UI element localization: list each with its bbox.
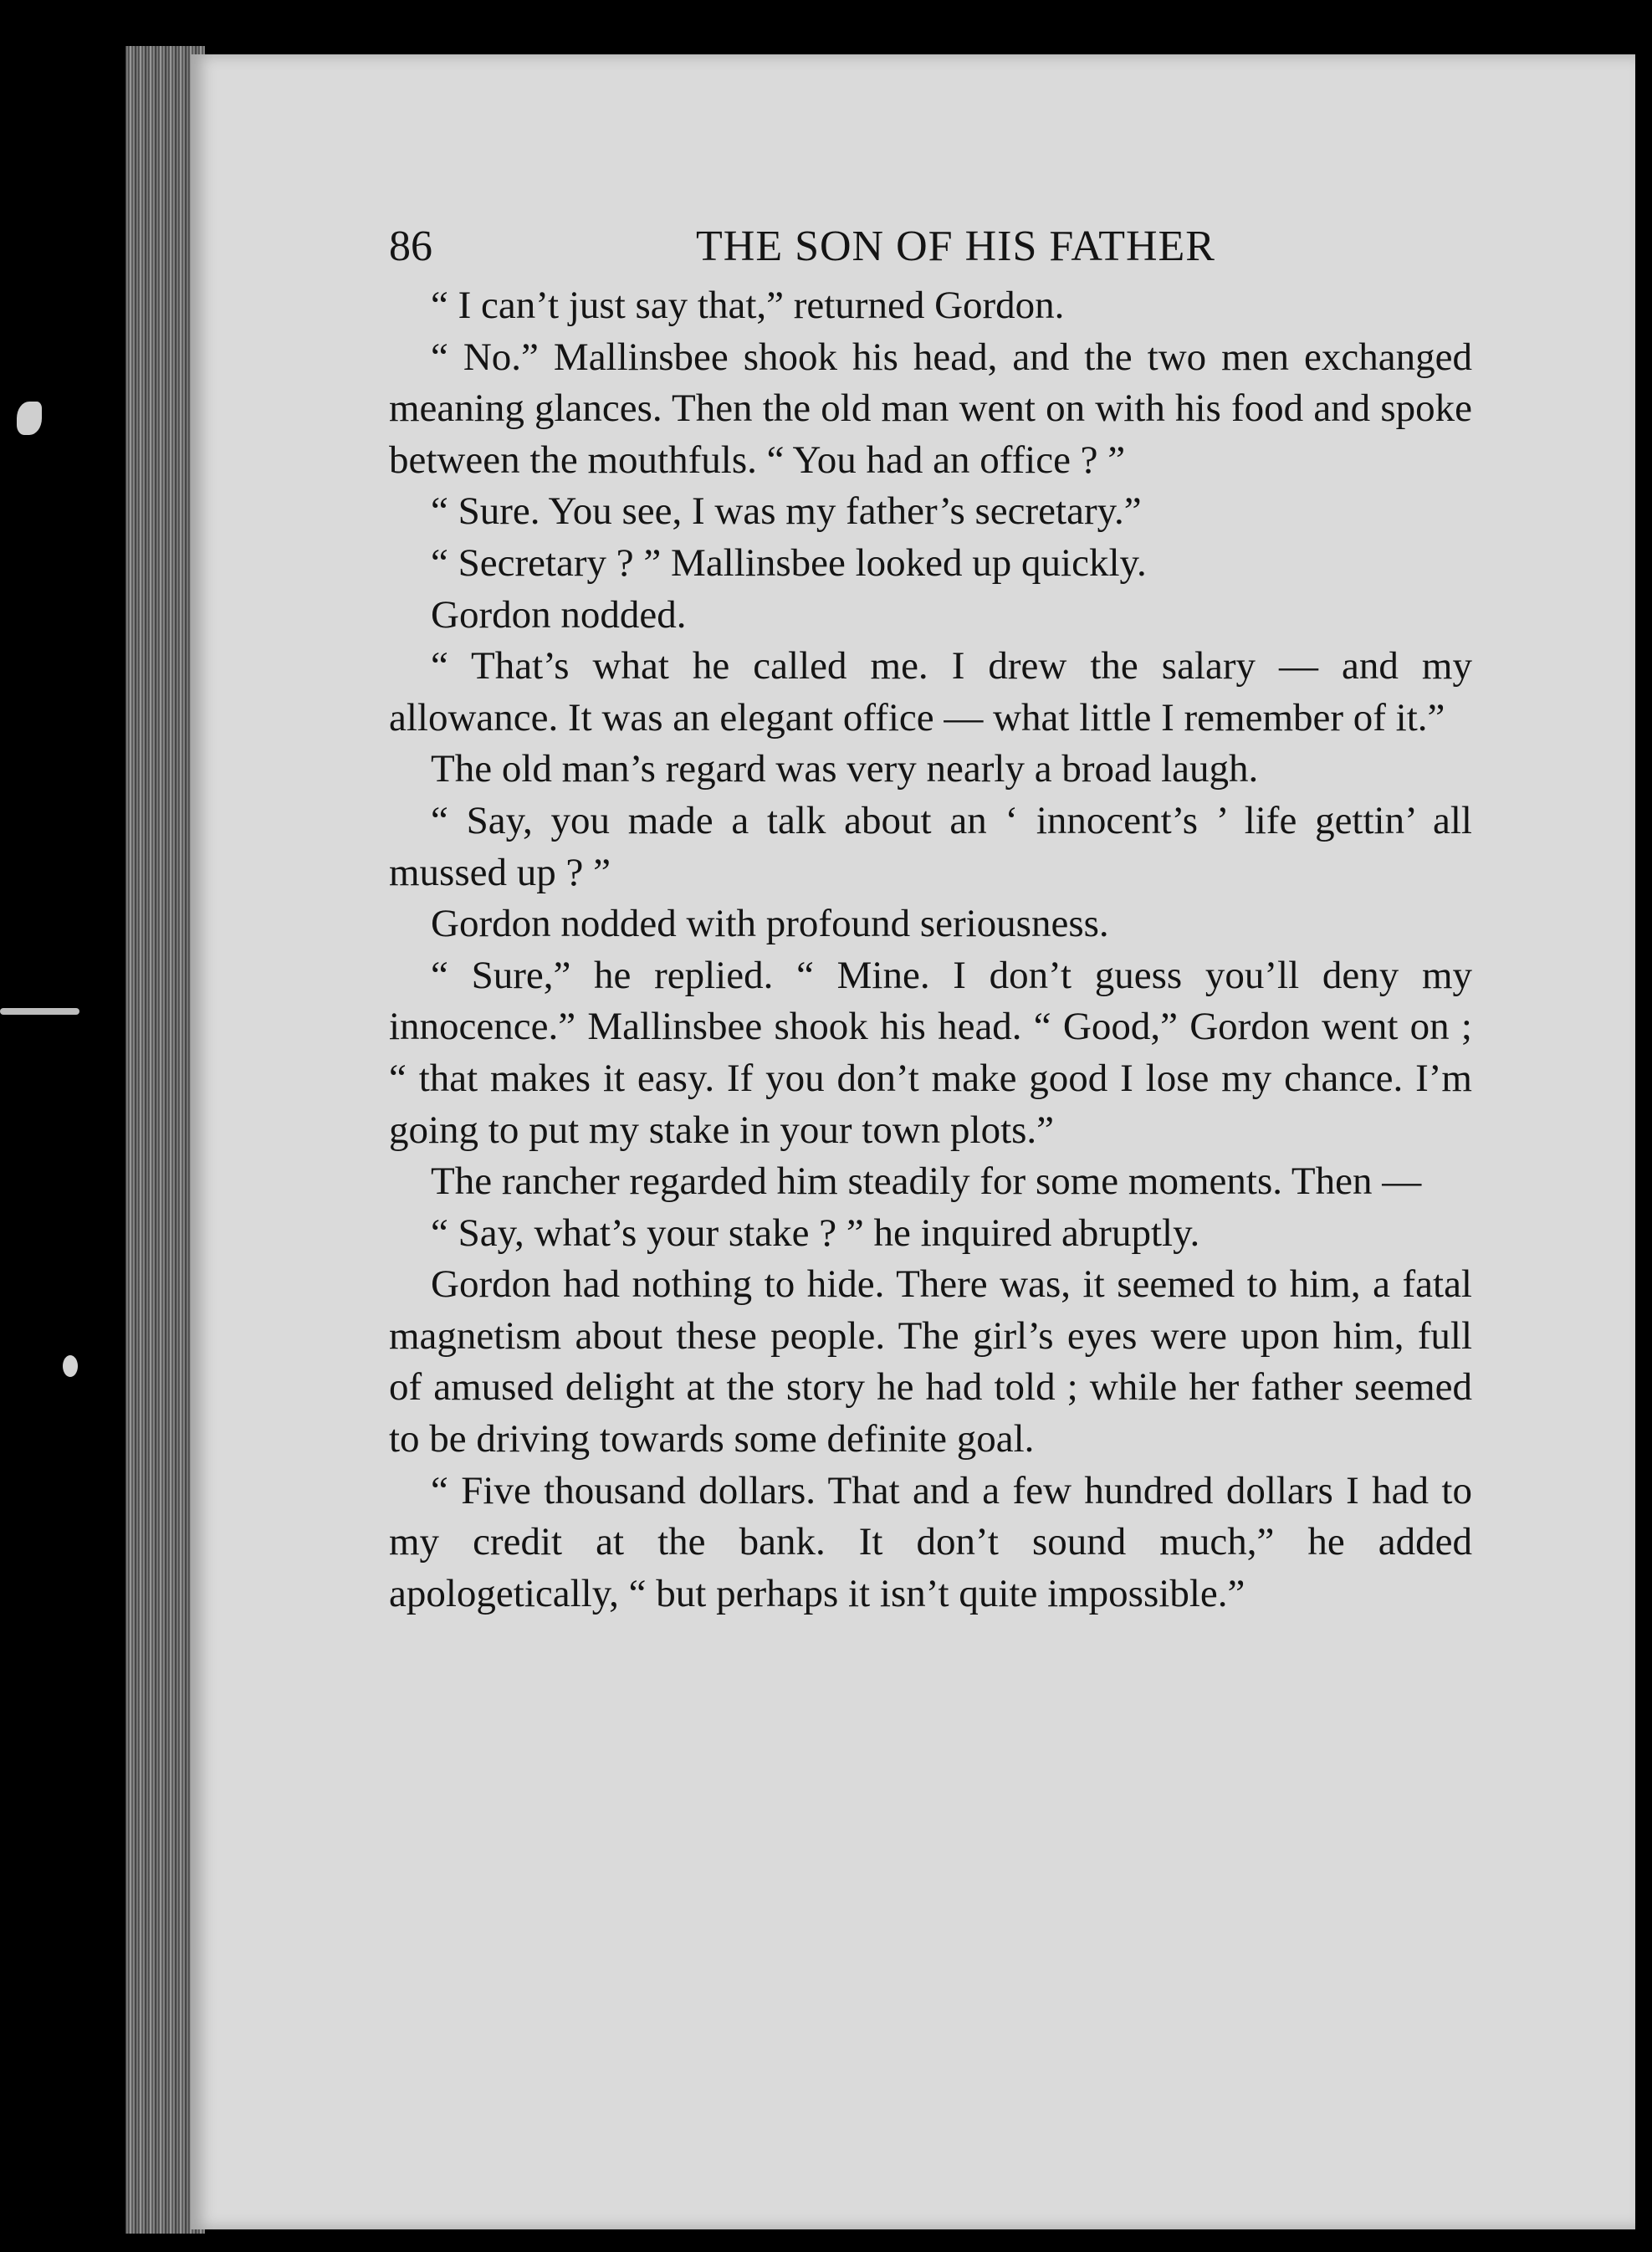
- paragraph: “ Secretary ? ” Mallinsbee looked up quickly.: [431, 540, 1147, 585]
- paragraph: “ Say, you made a talk about an ‘ innocent’s ’ life gettin’ all mussed up ? ”: [389, 798, 1472, 894]
- paragraph: Gordon nodded.: [431, 592, 687, 637]
- running-title: THE SON OF HIS FATHER: [696, 223, 1215, 270]
- paragraph: The old man’s regard was very nearly a broad laugh.: [431, 747, 1259, 791]
- paragraph: “ Sure,” he replied. “ Mine. I don’t guess you’ll deny my innocence.” Mallinsbee shook his head. “ Good,” Gordon went on ; “ that makes it easy. If you don’t make good I lose my chance. I’m going to put my stake in your town plots.”: [389, 953, 1472, 1152]
- paragraph: “ That’s what he called me. I drew the salary — and my allowance. It was an elegant office — what little I remember of it.”: [389, 644, 1472, 740]
- page-text-block: [389, 213, 1472, 1620]
- paragraph: Gordon nodded with profound seriousness.: [431, 902, 1109, 946]
- margin-smudge-mark: [63, 1355, 78, 1377]
- page-number: 86: [389, 223, 432, 270]
- paragraph: “ Say, what’s your stake ? ” he inquired abruptly.: [431, 1210, 1200, 1255]
- paragraph: “ Sure. You see, I was my father’s secretary.”: [431, 489, 1142, 534]
- paragraph: “ I can’t just say that,” returned Gordon.: [431, 284, 1065, 327]
- paragraph: The rancher regarded him steadily for some moments. Then —: [431, 1159, 1422, 1204]
- paragraph: Gordon had nothing to hide. There was, it seemed to him, a fatal magnetism about these people. The girl’s eyes were upon him, full of amused delight at the story he had told ; while her father seemed to be driving towards some definite goal.: [389, 1262, 1472, 1461]
- margin-smudge-mark: [0, 1008, 79, 1015]
- page-header: [389, 213, 1472, 280]
- paragraph: “ No.” Mallinsbee shook his head, and the two men exchanged meaning glances. Then the old man went on with his food and spoke between the mouthfuls. “ You had an office ? ”: [389, 335, 1472, 482]
- paragraph: “ Five thousand dollars. That and a few hundred dollars I had to my credit at the bank. It don’t sound much,” he added apologetically, “ but perhaps it isn’t quite impossible.”: [389, 1468, 1472, 1615]
- margin-smudge-mark: [17, 402, 42, 435]
